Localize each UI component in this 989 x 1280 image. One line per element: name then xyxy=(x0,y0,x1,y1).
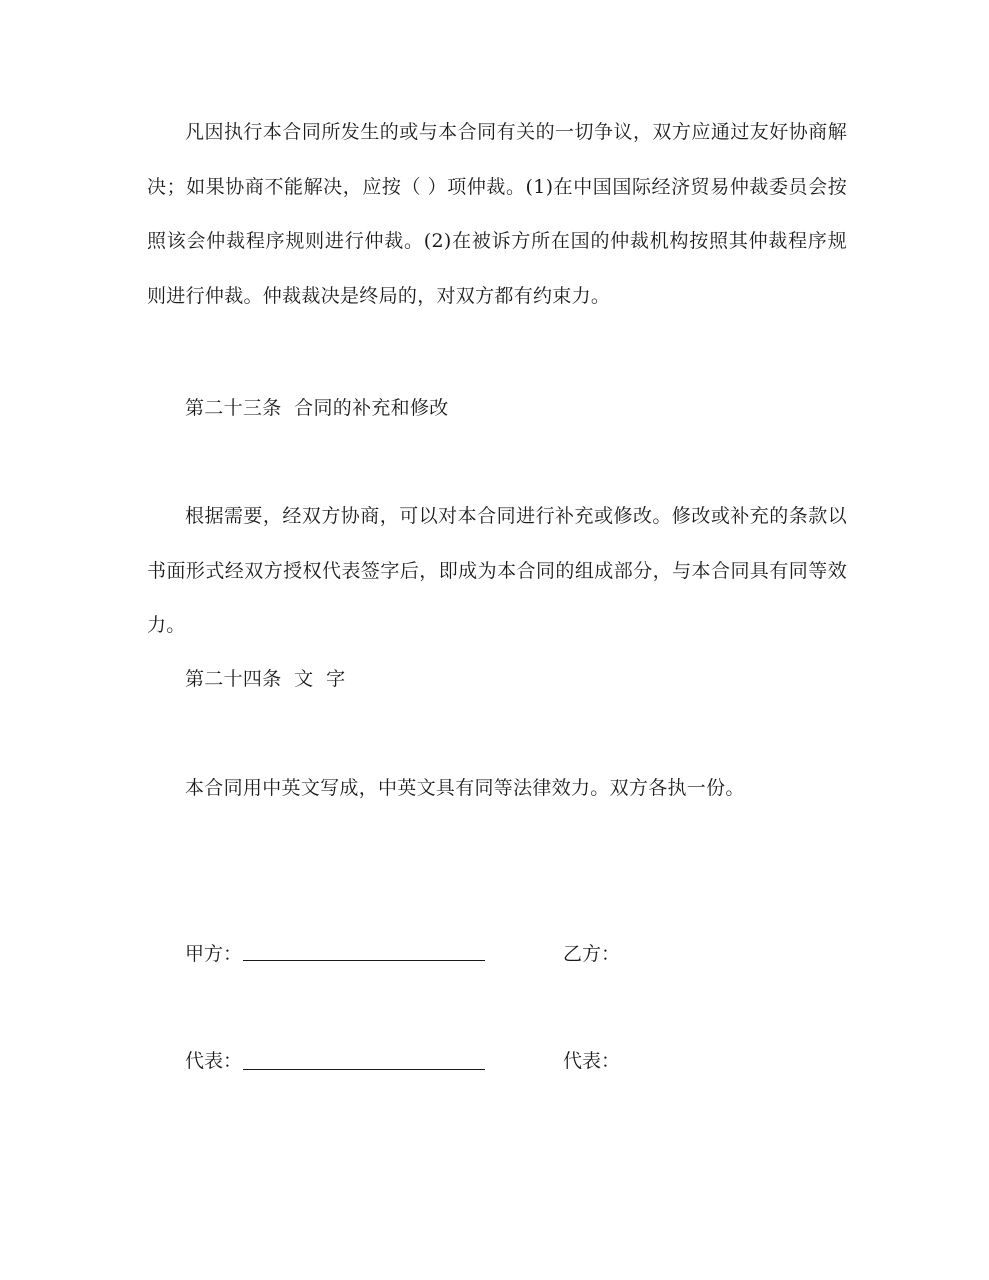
article-24-heading: 第二十四条 文 字 xyxy=(185,668,346,690)
representative-a-label: 代表： xyxy=(185,1050,243,1072)
amendment-paragraph: 根据需要，经双方协商，可以对本合同进行补充或修改。修改或补充的条款以书面形式经双方授权代表签字后，即成为本合同的组成部分，与本合同具有同等效力。 xyxy=(147,505,847,636)
representative-b-label: 代表： xyxy=(563,1050,621,1072)
arbitration-paragraph: 凡因执行本合同所发生的或与本合同有关的一切争议，双方应通过友好协商解决；如果协商不能解决，应按（ ）项仲裁。(1)在中国国际经济贸易仲裁委员会按照该会仲裁程序规则进行仲裁。(2)在被诉方所在国的仲裁机构按照其仲裁程序规则进行仲裁。仲裁裁决是终局的，对双方都有约束力。 xyxy=(147,121,847,307)
party-a-signature-line xyxy=(243,960,485,961)
article-23-heading: 第二十三条 合同的补充和修改 xyxy=(185,397,449,419)
language-paragraph: 本合同用中英文写成，中英文具有同等法律效力。双方各执一份。 xyxy=(185,777,745,799)
party-b-label: 乙方： xyxy=(563,943,621,965)
representative-a-signature-line xyxy=(243,1069,485,1070)
party-a-label: 甲方： xyxy=(185,943,243,965)
